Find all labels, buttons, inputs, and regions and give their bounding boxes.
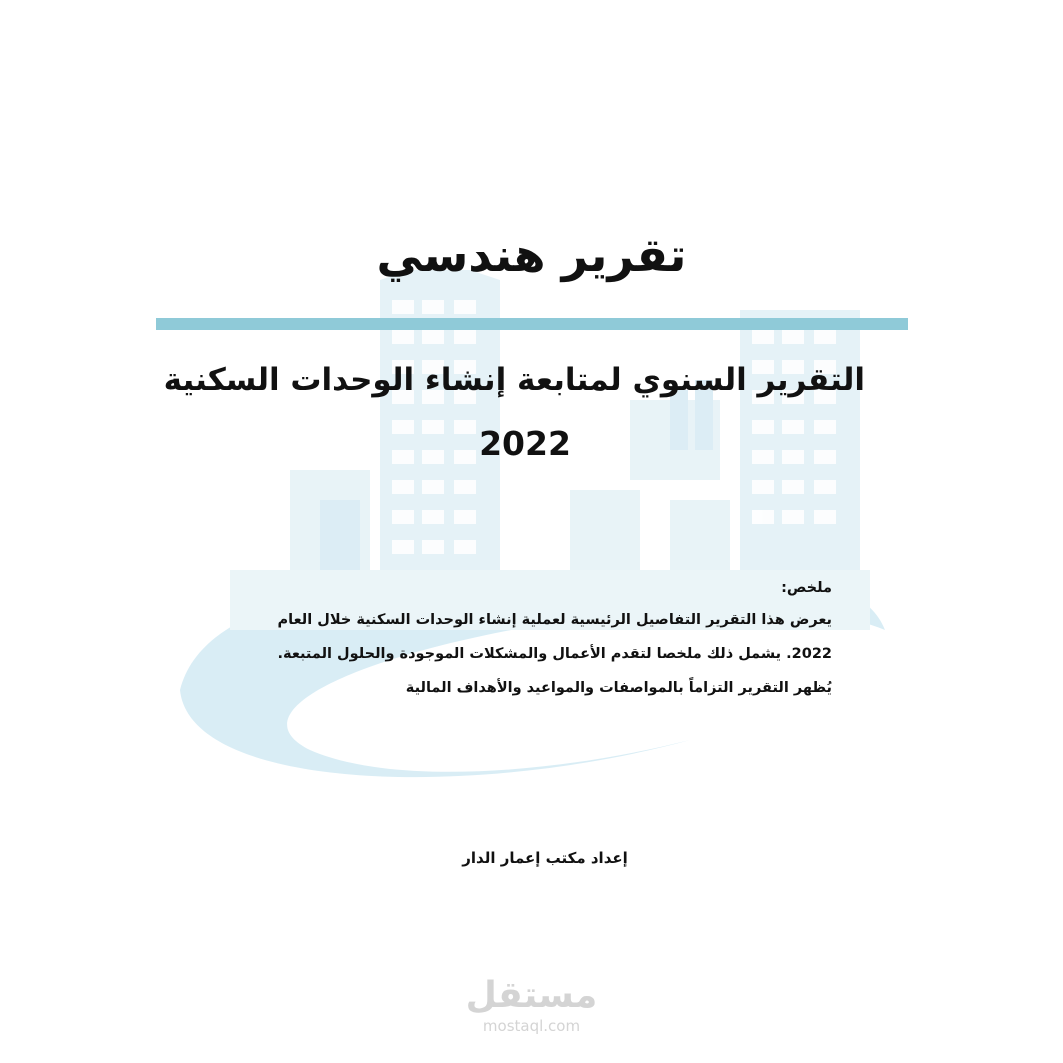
buildings-watermark-illustration xyxy=(163,270,890,790)
abstract-heading: ملخص: xyxy=(781,580,832,596)
mostaql-logo xyxy=(0,975,1063,1035)
logo-latin: mostaql.com xyxy=(482,1017,581,1035)
report-subtitle: التقرير السنوي لمتابعة إنشاء الوحدات السكنية xyxy=(163,362,865,398)
prepared-by: إعداد مكتب إعمار الدار xyxy=(462,849,628,867)
logo-arabic: مستقل xyxy=(465,975,598,1016)
abstract-line: 2022. يشمل ذلك ملخصا لتقدم الأعمال والمشكلات الموجودة والحلول المتبعة. xyxy=(277,646,832,662)
abstract-line: يعرض هذا التقرير التفاصيل الرئيسية لعملية إنشاء الوحدات السكنية خلال العام xyxy=(277,612,832,628)
abstract-line: يُظهر التقرير التزاماً بالمواصفات والمواعيد والأهداف المالية xyxy=(405,680,832,696)
report-year: 2022 xyxy=(479,424,571,463)
title-divider xyxy=(156,318,908,330)
report-title: تقرير هندسي xyxy=(376,228,687,282)
abstract-section xyxy=(230,580,832,712)
